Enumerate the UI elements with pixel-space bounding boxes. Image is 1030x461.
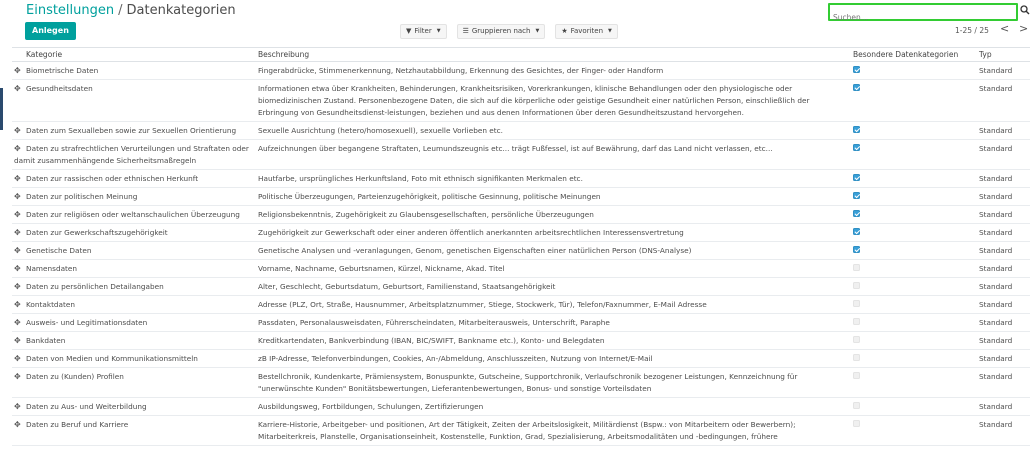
drag-handle-icon[interactable]: ✥	[14, 192, 21, 201]
special-category-checkbox[interactable]	[853, 210, 860, 217]
description-cell: Fingerabdrücke, Stimmenerkennung, Netzhautabbildung, Erkennung des Gesichtes, der Finger- oder Handform	[256, 62, 849, 80]
special-category-checkbox[interactable]	[853, 318, 860, 325]
column-header-special[interactable]: Besondere Datenkategorien	[849, 48, 977, 62]
category-cell[interactable]	[12, 122, 256, 140]
description-cell: Kreditkartendaten, Bankverbindung (IBAN, BIC/SWIFT, Bankname etc.), Konto- und Belegdaten	[256, 332, 849, 350]
star-icon: ★	[561, 27, 568, 35]
category-cell[interactable]	[12, 224, 256, 242]
description-cell: Alter, Geschlecht, Geburtsdatum, Geburtsort, Familienstand, Staatsangehörigkeit	[256, 278, 849, 296]
drag-handle-icon[interactable]: ✥	[14, 336, 21, 345]
favorites-label: Favoriten	[570, 27, 604, 35]
type-cell: Standard	[977, 62, 1030, 80]
category-cell[interactable]	[12, 260, 256, 278]
pager-next-button[interactable]: >	[1019, 22, 1029, 35]
type-cell: Standard	[977, 170, 1030, 188]
table-row[interactable]	[12, 62, 1030, 80]
pager-previous-button[interactable]: <	[1000, 22, 1010, 35]
breadcrumb-separator: /	[118, 3, 123, 18]
category-cell[interactable]	[12, 206, 256, 224]
category-name: Biometrische Daten	[26, 66, 99, 75]
favorites-dropdown[interactable]	[555, 24, 618, 39]
data-categories-table	[12, 47, 1030, 446]
category-cell[interactable]	[12, 242, 256, 260]
type-cell: Standard	[977, 140, 1030, 170]
column-header-category[interactable]: Kategorie	[12, 48, 256, 62]
category-cell[interactable]	[12, 332, 256, 350]
drag-handle-icon[interactable]: ✥	[14, 174, 21, 183]
special-category-checkbox[interactable]	[853, 372, 860, 379]
table-row[interactable]	[12, 368, 1030, 398]
table-row[interactable]	[12, 140, 1030, 170]
table-row[interactable]	[12, 170, 1030, 188]
category-name: Kontaktdaten	[26, 300, 76, 309]
category-cell[interactable]	[12, 314, 256, 332]
drag-handle-icon[interactable]: ✥	[14, 144, 21, 153]
special-category-cell	[849, 242, 977, 260]
category-cell[interactable]	[12, 170, 256, 188]
drag-handle-icon[interactable]: ✥	[14, 402, 21, 411]
drag-handle-icon[interactable]: ✥	[14, 210, 21, 219]
description-cell: Ausbildungsweg, Fortbildungen, Schulungen, Zertifizierungen	[256, 398, 849, 416]
table-row[interactable]	[12, 332, 1030, 350]
category-cell[interactable]	[12, 278, 256, 296]
description-cell: Zugehörigkeit zur Gewerkschaft oder einer anderen öffentlich anerkannten arbeitsrechtlichen Interessensvertretung	[256, 224, 849, 242]
special-category-cell	[849, 122, 977, 140]
category-name: Daten zur Gewerkschaftszugehörigkeit	[26, 228, 168, 237]
table-row[interactable]	[12, 260, 1030, 278]
list-icon: ☰	[462, 27, 469, 35]
special-category-cell	[849, 278, 977, 296]
type-cell: Standard	[977, 224, 1030, 242]
search-box[interactable]	[828, 3, 1018, 21]
special-category-checkbox[interactable]	[853, 336, 860, 343]
table-row[interactable]	[12, 122, 1030, 140]
description-cell: Passdaten, Personalausweisdaten, Führerscheindaten, Mitarbeiterausweis, Unterschrift, Paraphe	[256, 314, 849, 332]
category-cell[interactable]	[12, 398, 256, 416]
description-cell: Sexuelle Ausrichtung (hetero/homosexuell), sexuelle Vorlieben etc.	[256, 122, 849, 140]
filter-icon: ▼	[406, 27, 412, 35]
type-cell: Standard	[977, 398, 1030, 416]
groupby-label: Gruppieren nach	[471, 27, 531, 35]
description-cell: Informationen etwa über Krankheiten, Behinderungen, Krankheitsrisiken, Vorerkrankungen, klinische Behandlungen oder den physiologische oder biomedizinischen Zustand. Personenbezogene Daten, die sich auf die körperliche oder geistige Gesundheit einer natürlichen Person, einschließlich der Erbringung von Gesundheitsdienst-leistungen, beziehen und aus denen Informationen über deren Gesundheitszustand hervorgehen.	[256, 80, 849, 122]
special-category-checkbox[interactable]	[853, 192, 860, 199]
special-category-cell	[849, 224, 977, 242]
drag-handle-icon[interactable]: ✥	[14, 420, 21, 429]
category-name: Namensdaten	[26, 264, 78, 273]
category-name: Gesundheitsdaten	[26, 84, 93, 93]
description-cell: Aufzeichnungen über begangene Straftaten, Leumundszeugnis etc... trägt Fußfessel, ist auf Bewährung, darf das Land nicht verlassen, etc...	[256, 140, 849, 170]
category-name: Daten zu persönlichen Detailangaben	[26, 282, 164, 291]
special-category-cell	[849, 260, 977, 278]
category-cell[interactable]	[12, 350, 256, 368]
type-cell: Standard	[977, 260, 1030, 278]
column-header-type[interactable]: Typ	[977, 48, 1030, 62]
type-cell: Standard	[977, 122, 1030, 140]
search-input[interactable]	[830, 11, 1016, 25]
caret-down-icon: ▼	[535, 28, 540, 34]
category-name: Daten zur religiösen oder weltanschaulichen Überzeugung	[26, 210, 240, 219]
drag-handle-icon[interactable]: ✥	[14, 228, 21, 237]
description-cell: Religionsbekenntnis, Zugehörigkeit zu Glaubensgesellschaften, persönliche Überzeugungen	[256, 206, 849, 224]
table-row[interactable]	[12, 314, 1030, 332]
special-category-cell	[849, 350, 977, 368]
type-cell: Standard	[977, 278, 1030, 296]
category-name: Daten zu strafrechtlichen Verurteilungen und Straftaten oder damit zusammenhängende Sicherheitsmaßregeln	[14, 144, 249, 165]
special-category-cell	[849, 398, 977, 416]
type-cell: Standard	[977, 296, 1030, 314]
special-category-checkbox[interactable]	[853, 246, 860, 253]
special-category-cell	[849, 296, 977, 314]
table-row[interactable]	[12, 416, 1030, 446]
pager-value[interactable]: 1-25 / 25	[955, 26, 989, 35]
drag-handle-icon[interactable]: ✥	[14, 372, 21, 381]
description-cell: Hautfarbe, ursprüngliches Herkunftsland, Foto mit ethnisch signifikanten Merkmalen etc.	[256, 170, 849, 188]
drag-handle-icon[interactable]: ✥	[14, 300, 21, 309]
category-name: Daten von Medien und Kommunikationsmitteln	[26, 354, 198, 363]
table-row[interactable]	[12, 296, 1030, 314]
special-category-cell	[849, 140, 977, 170]
description-cell: Karriere-Historie, Arbeitgeber- und positionen, Art der Tätigkeit, Zeiten der Arbeitslosigkeit, Militärdienst (Bspw.: von Mitarbeitern oder Bewerbern); Mitarbeiterkreis, Planstelle, Organisationseinheit, Kostenstelle, Funktion, Grad, Spezialisierung, Arbeitsmodalitäten und -bedingungen, frühere	[256, 416, 849, 446]
drag-handle-icon[interactable]: ✥	[14, 84, 21, 93]
breadcrumb	[26, 3, 236, 18]
type-cell: Standard	[977, 332, 1030, 350]
category-cell[interactable]	[12, 140, 256, 170]
type-cell: Standard	[977, 80, 1030, 122]
category-name: Daten zum Sexualleben sowie zur Sexuellen Orientierung	[26, 126, 237, 135]
special-category-cell	[849, 170, 977, 188]
drag-handle-icon[interactable]: ✥	[14, 246, 21, 255]
special-category-cell	[849, 206, 977, 224]
description-cell: Bestellchronik, Kundenkarte, Prämiensystem, Bonuspunkte, Gutscheine, Supportchronik, Verlaufschronik bezogener Leistungen, Kennzeichnung für "unerwünschte Kunden" Bonitätsbewertungen, Lieferantenbewertungen, Bonus- und sonstige Vorteilsdaten	[256, 368, 849, 398]
groupby-dropdown[interactable]	[457, 24, 546, 39]
type-cell: Standard	[977, 314, 1030, 332]
search-icon[interactable]	[1020, 4, 1030, 16]
category-cell[interactable]	[12, 188, 256, 206]
table-row[interactable]	[12, 224, 1030, 242]
special-category-checkbox[interactable]	[853, 228, 860, 235]
category-cell[interactable]	[12, 62, 256, 80]
special-category-checkbox[interactable]	[853, 264, 860, 271]
table-row[interactable]	[12, 206, 1030, 224]
category-name: Daten zu Aus- und Weiterbildung	[26, 402, 147, 411]
table-header-row	[12, 48, 1030, 62]
category-name: Daten zu (Kunden) Profilen	[26, 372, 124, 381]
type-cell: Standard	[977, 416, 1030, 446]
category-name: Daten zur politischen Meinung	[26, 192, 138, 201]
special-category-checkbox[interactable]	[853, 354, 860, 361]
type-cell: Standard	[977, 188, 1030, 206]
table-row[interactable]	[12, 350, 1030, 368]
special-category-checkbox[interactable]	[853, 126, 860, 133]
table-row[interactable]	[12, 80, 1030, 122]
search-options-toolbar	[400, 24, 618, 39]
caret-down-icon: ▼	[436, 28, 441, 34]
drag-handle-icon[interactable]: ✥	[14, 66, 21, 75]
create-button[interactable]: Anlegen	[25, 22, 76, 40]
type-cell: Standard	[977, 206, 1030, 224]
drag-handle-icon[interactable]: ✥	[14, 354, 21, 363]
drag-handle-icon[interactable]: ✥	[14, 318, 21, 327]
column-header-description[interactable]: Beschreibung	[256, 48, 849, 62]
caret-down-icon: ▼	[608, 28, 612, 34]
category-name: Daten zu Beruf und Karriere	[26, 420, 129, 429]
category-cell[interactable]	[12, 416, 256, 446]
description-cell: zB IP-Adresse, Telefonverbindungen, Cookies, An-/Abmeldung, Anschlusszeiten, Nutzung von Internet/E-Mail	[256, 350, 849, 368]
category-name: Bankdaten	[26, 336, 66, 345]
drag-handle-icon[interactable]: ✥	[14, 126, 21, 135]
description-cell: Genetische Analysen und -veranlagungen, Genom, genetischen Eigenschaften einer natürlichen Person (DNS-Analyse)	[256, 242, 849, 260]
category-name: Genetische Daten	[26, 246, 92, 255]
special-category-cell	[849, 314, 977, 332]
type-cell: Standard	[977, 368, 1030, 398]
filter-label: Filter	[414, 27, 432, 35]
special-category-checkbox[interactable]	[853, 174, 860, 181]
description-cell: Adresse (PLZ, Ort, Straße, Hausnummer, Arbeitsplatznummer, Stiege, Stockwerk, Tür), Telefon/Faxnummer, E-Mail Adresse	[256, 296, 849, 314]
special-category-cell	[849, 416, 977, 446]
category-name: Ausweis- und Legitimationsdaten	[26, 318, 148, 327]
special-category-checkbox[interactable]	[853, 420, 860, 427]
special-category-checkbox[interactable]	[853, 66, 860, 73]
special-category-cell	[849, 332, 977, 350]
table-row[interactable]	[12, 242, 1030, 260]
breadcrumb-current: Datenkategorien	[126, 3, 236, 18]
description-cell: Vorname, Nachname, Geburtsnamen, Kürzel, Nickname, Akad. Titel	[256, 260, 849, 278]
breadcrumb-parent-link[interactable]: Einstellungen	[26, 3, 115, 18]
special-category-checkbox[interactable]	[853, 300, 860, 307]
table-row[interactable]	[12, 188, 1030, 206]
app-sidebar-edge	[0, 88, 3, 130]
category-cell[interactable]	[12, 80, 256, 122]
table-row[interactable]	[12, 278, 1030, 296]
type-cell: Standard	[977, 242, 1030, 260]
category-name: Daten zur rassischen oder ethnischen Herkunft	[26, 174, 199, 183]
category-cell[interactable]	[12, 296, 256, 314]
table-row[interactable]	[12, 398, 1030, 416]
filter-dropdown[interactable]	[400, 24, 447, 39]
special-category-cell	[849, 188, 977, 206]
special-category-checkbox[interactable]	[853, 402, 860, 409]
special-category-cell	[849, 62, 977, 80]
description-cell: Politische Überzeugungen, Parteienzugehörigkeit, politische Gesinnung, politische Meinungen	[256, 188, 849, 206]
drag-handle-icon[interactable]: ✥	[14, 282, 21, 291]
special-category-cell	[849, 80, 977, 122]
control-panel	[0, 0, 1030, 45]
type-cell: Standard	[977, 350, 1030, 368]
special-category-checkbox[interactable]	[853, 282, 860, 289]
drag-handle-icon[interactable]: ✥	[14, 264, 21, 273]
special-category-checkbox[interactable]	[853, 84, 860, 91]
special-category-cell	[849, 368, 977, 398]
special-category-checkbox[interactable]	[853, 144, 860, 151]
category-cell[interactable]	[12, 368, 256, 398]
